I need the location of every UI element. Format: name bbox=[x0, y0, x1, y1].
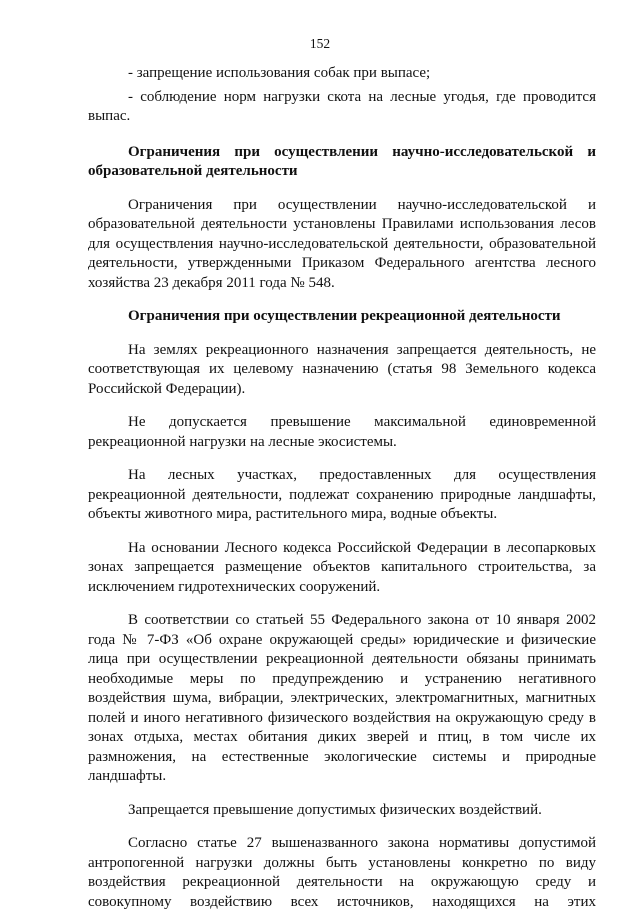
list-item: - соблюдение норм нагрузки скота на лесные угодья, где проводится выпас. bbox=[88, 88, 596, 124]
section-heading-research: Ограничения при осуществлении научно-исследовательской и образовательной деятельности bbox=[88, 143, 596, 179]
paragraph: Согласно статье 27 вышеназванного закона нормативы допустимой антропогенной нагрузки должны быть установлены конкретно по виду воздействия рекреационной деятельности на окружающую среду и совокупному воздействию всех источников, находящихся на этих bbox=[88, 835, 596, 910]
list-item: - запрещение использования собак при выпасе; bbox=[128, 65, 431, 81]
page-number: 152 bbox=[309, 36, 331, 51]
document-body bbox=[88, 64, 596, 912]
paragraph: Запрещается превышение допустимых физических воздействий. bbox=[128, 801, 542, 818]
paragraph: Ограничения при осуществлении научно-исследовательской и образовательной деятельности установлены Правилами использования лесов для осуществления научно-исследовательской деятельности, образовательной деятельности, утвержденными Приказом Федерального агентства лесного хозяйства 23 декабря 2011 года № 548. bbox=[88, 196, 596, 291]
paragraph: На лесных участках, предоставленных для осуществления рекреационной деятельности, подлежат сохранению природные ландшафты, объекты животного мира, растительного мира, водные объекты. bbox=[88, 467, 596, 522]
paragraph: Не допускается превышение максимальной единовременной рекреационной нагрузки на лесные экосистемы. bbox=[88, 414, 596, 450]
paragraph: На основании Лесного кодекса Российской Федерации в лесопарковых зонах запрещается размещение объектов капитального строительства, за исключением гидротехнических сооружений. bbox=[88, 539, 596, 595]
paragraph: В соответствии со статьей 55 Федерального закона от 10 января 2002 года № 7-ФЗ «Об охране окружающей среды» юридические и физические лица при осуществлении рекреационной деятельности обязаны принимать необходимые меры по предупреждению и устранению негативного воздействия шума, вибрации, электрических, электромагнитных, магнитных полей и иного негативного физического воздействия на окружающую среду в зонах отдыха, местах обитания диких зверей и птиц, в том числе их размножения, на естественные экологические системы и природные ландшафты. bbox=[88, 612, 596, 784]
paragraph: На землях рекреационного назначения запрещается деятельность, не соответствующая их целевому назначению (статья 98 Земельного кодекса Российской Федерации). bbox=[88, 341, 596, 397]
section-heading-recreation: Ограничения при осуществлении рекреационной деятельности bbox=[128, 308, 561, 324]
